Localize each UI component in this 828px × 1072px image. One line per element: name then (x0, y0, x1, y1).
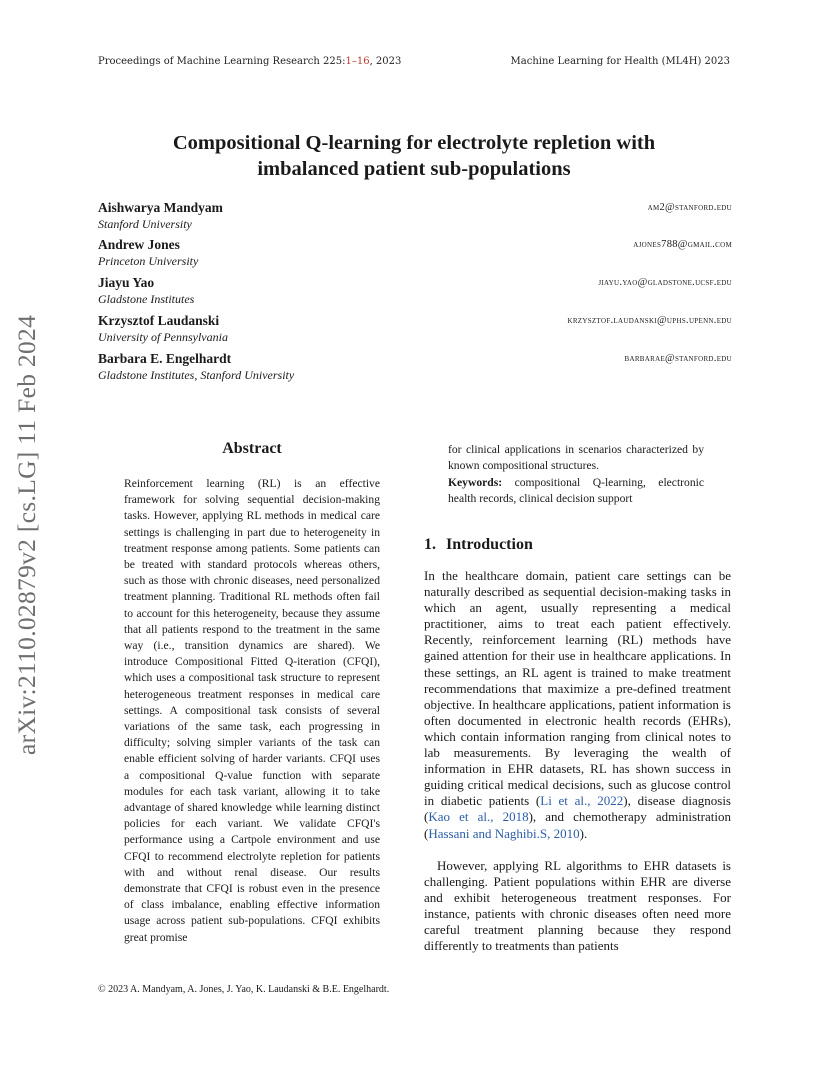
section-number: 1. (424, 536, 436, 553)
citation-link[interactable]: Hassani and Naghibi.S, 2010 (428, 825, 580, 841)
running-header-left: Proceedings of Machine Learning Research 225:1–16, 2023 (98, 56, 402, 67)
title-line-1: Compositional Q-learning for electrolyte repletion with (172, 132, 656, 154)
author-name: Jiayu Yao (98, 275, 155, 290)
abstract-heading: Abstract (222, 440, 282, 457)
author-email[interactable]: krzysztof.laudanski@uphs.upenn.edu (567, 315, 732, 326)
abstract-body: Reinforcement learning (RL) is an effective framework for solving sequential decision-making tasks. However, applying RL methods in medical care settings is challenging in part due to heterogeneity in treatment response among patients. Some patients can be treated with standard protocols whereas others, such as those with chronic diseases, need personalized treatment planning. Traditional RL methods often fail to account for this heterogeneity, because they assume that all patients respond to the treatment in the same way (i.e., transition dynamics are shared). We introduce Compositional Fitted Q-iteration (CFQI), which uses a compositional task structure to represent heterogeneous treatment responses in medical care settings. A compositional task consists of several variations of the same task, each progressing in difficulty; solving simpler variants of the task can enable efficient solving of harder variants. CFQI uses a compositional Q-value function with separate modules for each task variant, allowing it to take advantage of shared knowledge while learning distinct policies for each variant. We validate CFQI's performance using a Cartpole environment and use CFQI to recommend electrolyte repletion for patients with and without renal disease. Our results demonstrate that CFQI is robust even in the presence of class imbalance, enabling effective information usage across patient sub-populations. CFQI exhibits great promise (124, 477, 380, 944)
author-name: Aishwarya Mandyam (98, 200, 223, 215)
author-block (98, 200, 732, 232)
author-affiliation: Princeton University (98, 254, 199, 268)
author-affiliation: Stanford University (98, 217, 192, 231)
author-affiliation: Gladstone Institutes (98, 292, 195, 306)
author-email[interactable]: ajones788@gmail.com (633, 239, 732, 250)
author-email[interactable]: barbarae@stanford.edu (624, 353, 732, 364)
running-header-right: Machine Learning for Health (ML4H) 2023 (510, 56, 730, 67)
author-name: Barbara E. Engelhardt (98, 351, 232, 366)
intro-paragraph-1: In the healthcare domain, patient care settings can be naturally described as sequential decision-making tasks in which an agent, usually representing a medical practitioner, aims to treat each patient effectively. Recently, reinforcement learning (RL) methods have gained attention for their use in healthcare applications. In these settings, an RL agent is trained to make treatment recommendations that maximize a pre-defined treatment objective. In healthcare applications, patient information is often documented in electronic health records (EHRs), which contain information ranging from clinical notes to lab measurements. By leveraging the wealth of information in EHR datasets, RL has shown success in guiding critical medical decisions, such as glucose control in diabetic patients (Li et al., 2022), disease diagnosis (Kao et al., 2018), and chemotherapy administration (Hassani and Naghibi.S, 2010). (424, 568, 731, 841)
title-line-2: imbalanced patient sub-populations (257, 158, 571, 180)
intro-paragraph-2: However, applying RL algorithms to EHR datasets is challenging. Patient populations within EHR are diverse and exhibit heterogeneous treatment responses. For instance, patients with chronic diseases often need more careful treatment planning because they respond differently to treatments than patients (424, 858, 731, 954)
section-heading-introduction (424, 536, 533, 554)
page-range-link[interactable]: 1–16 (345, 56, 370, 67)
author-block (98, 313, 732, 345)
arxiv-identifier: arXiv:2110.02879v2 [cs.LG] 11 Feb 2024 (12, 314, 41, 755)
author-block (98, 275, 732, 307)
citation-link[interactable]: Li et al., 2022 (540, 793, 624, 809)
author-affiliation: Gladstone Institutes, Stanford University (98, 368, 295, 382)
section-title: Introduction (446, 536, 533, 553)
author-name: Krzysztof Laudanski (98, 313, 220, 328)
abstract-continuation: for clinical applications in scenarios characterized by known compositional structures. (448, 443, 704, 473)
keywords-label: Keywords: (448, 476, 503, 489)
author-name: Andrew Jones (98, 237, 180, 252)
author-block (98, 351, 732, 383)
paper-title (0, 130, 828, 182)
author-affiliation: University of Pennsylvania (98, 330, 228, 344)
citation-link[interactable]: Kao et al., 2018 (428, 809, 529, 825)
author-block (98, 237, 732, 269)
keywords-text: compositional Q-learning, electronic health records, clinical decision support (448, 476, 704, 506)
keywords (448, 475, 704, 507)
author-email[interactable]: am2@stanford.edu (647, 202, 732, 213)
author-email[interactable]: jiayu.yao@gladstone.ucsf.edu (598, 277, 732, 288)
copyright-footer: © 2023 A. Mandyam, A. Jones, J. Yao, K. Laudanski & B.E. Engelhardt. (98, 984, 390, 995)
